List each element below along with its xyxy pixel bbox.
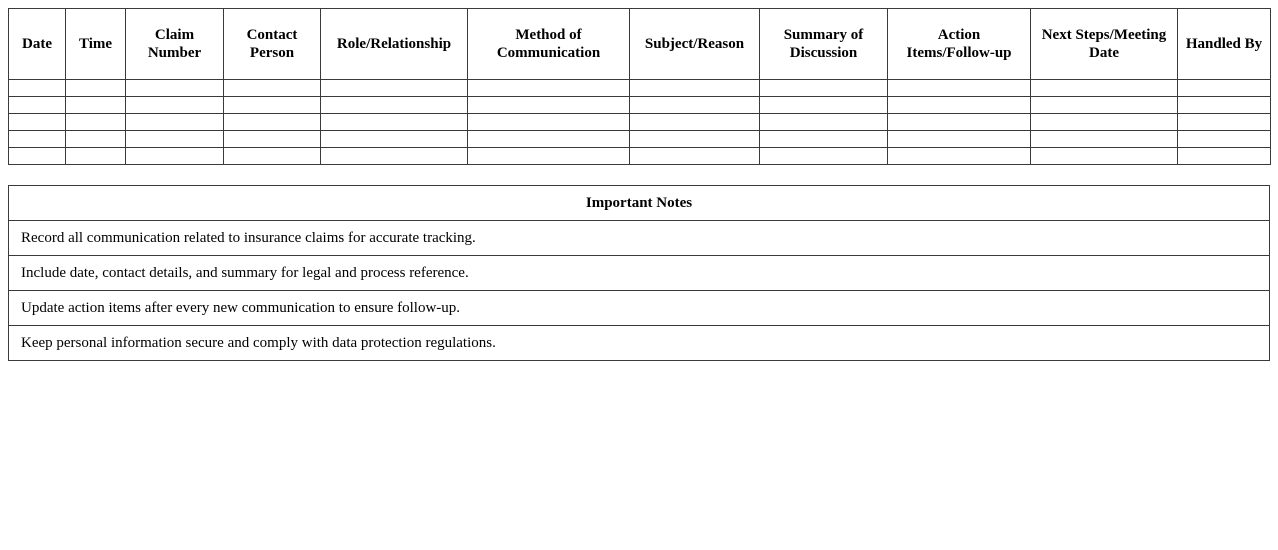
table-cell[interactable] <box>760 114 888 131</box>
table-cell[interactable] <box>468 131 630 148</box>
table-cell[interactable] <box>630 131 760 148</box>
table-row <box>9 97 1271 114</box>
notes-header-row <box>9 186 1270 221</box>
table-cell[interactable] <box>630 80 760 97</box>
table-cell[interactable] <box>1031 148 1178 165</box>
table-cell[interactable] <box>1031 80 1178 97</box>
table-cell[interactable] <box>321 80 468 97</box>
note-row <box>9 291 1270 326</box>
column-header-role-relationship: Role/Relationship <box>321 9 468 80</box>
note-row <box>9 326 1270 361</box>
table-cell[interactable] <box>760 131 888 148</box>
table-cell[interactable] <box>9 80 66 97</box>
table-cell[interactable] <box>66 97 126 114</box>
table-cell[interactable] <box>224 131 321 148</box>
table-cell[interactable] <box>9 97 66 114</box>
table-cell[interactable] <box>66 148 126 165</box>
table-cell[interactable] <box>224 80 321 97</box>
table-cell[interactable] <box>321 148 468 165</box>
table-cell[interactable] <box>760 80 888 97</box>
table-cell[interactable] <box>468 80 630 97</box>
table-cell[interactable] <box>321 114 468 131</box>
column-header-claim-number: Claim Number <box>126 9 224 80</box>
table-cell[interactable] <box>888 114 1031 131</box>
table-cell[interactable] <box>321 97 468 114</box>
column-header-next-steps: Next Steps/Meeting Date <box>1031 9 1178 80</box>
column-header-method-of-communication: Method of Communication <box>468 9 630 80</box>
table-cell[interactable] <box>1031 131 1178 148</box>
table-cell[interactable] <box>888 80 1031 97</box>
table-cell[interactable] <box>224 148 321 165</box>
table-cell[interactable] <box>126 114 224 131</box>
table-cell[interactable] <box>66 114 126 131</box>
note-item: Include date, contact details, and summary for legal and process reference. <box>9 256 1270 291</box>
table-cell[interactable] <box>321 131 468 148</box>
table-cell[interactable] <box>9 114 66 131</box>
notes-title: Important Notes <box>9 186 1270 221</box>
table-cell[interactable] <box>224 114 321 131</box>
note-row <box>9 221 1270 256</box>
table-cell[interactable] <box>760 97 888 114</box>
table-cell[interactable] <box>9 131 66 148</box>
important-notes-table <box>8 185 1270 361</box>
table-cell[interactable] <box>126 131 224 148</box>
table-cell[interactable] <box>1031 114 1178 131</box>
table-row <box>9 80 1271 97</box>
table-cell[interactable] <box>630 114 760 131</box>
column-header-handled-by: Handled By <box>1178 9 1271 80</box>
column-header-summary-of-discussion: Summary of Discussion <box>760 9 888 80</box>
table-cell[interactable] <box>630 148 760 165</box>
table-cell[interactable] <box>888 148 1031 165</box>
note-item: Record all communication related to insurance claims for accurate tracking. <box>9 221 1270 256</box>
table-cell[interactable] <box>1178 80 1271 97</box>
table-row <box>9 131 1271 148</box>
table-cell[interactable] <box>1178 148 1271 165</box>
table-cell[interactable] <box>1031 97 1178 114</box>
column-header-contact-person: Contact Person <box>224 9 321 80</box>
table-cell[interactable] <box>468 148 630 165</box>
column-header-subject-reason: Subject/Reason <box>630 9 760 80</box>
table-cell[interactable] <box>888 131 1031 148</box>
table-cell[interactable] <box>66 80 126 97</box>
table-cell[interactable] <box>126 80 224 97</box>
column-header-date: Date <box>9 9 66 80</box>
table-cell[interactable] <box>1178 131 1271 148</box>
table-cell[interactable] <box>630 97 760 114</box>
table-cell[interactable] <box>1178 97 1271 114</box>
table-cell[interactable] <box>224 97 321 114</box>
table-cell[interactable] <box>126 97 224 114</box>
table-cell[interactable] <box>9 148 66 165</box>
table-cell[interactable] <box>126 148 224 165</box>
table-row <box>9 114 1271 131</box>
table-cell[interactable] <box>1178 114 1271 131</box>
table-cell[interactable] <box>760 148 888 165</box>
table-cell[interactable] <box>468 114 630 131</box>
table-row <box>9 148 1271 165</box>
column-header-action-items: Action Items/Follow-up <box>888 9 1031 80</box>
note-item: Update action items after every new communication to ensure follow-up. <box>9 291 1270 326</box>
table-cell[interactable] <box>66 131 126 148</box>
note-item: Keep personal information secure and comply with data protection regulations. <box>9 326 1270 361</box>
table-header-row <box>9 9 1271 80</box>
table-cell[interactable] <box>888 97 1031 114</box>
column-header-time: Time <box>66 9 126 80</box>
note-row <box>9 256 1270 291</box>
communication-log-table <box>8 8 1271 165</box>
table-cell[interactable] <box>468 97 630 114</box>
